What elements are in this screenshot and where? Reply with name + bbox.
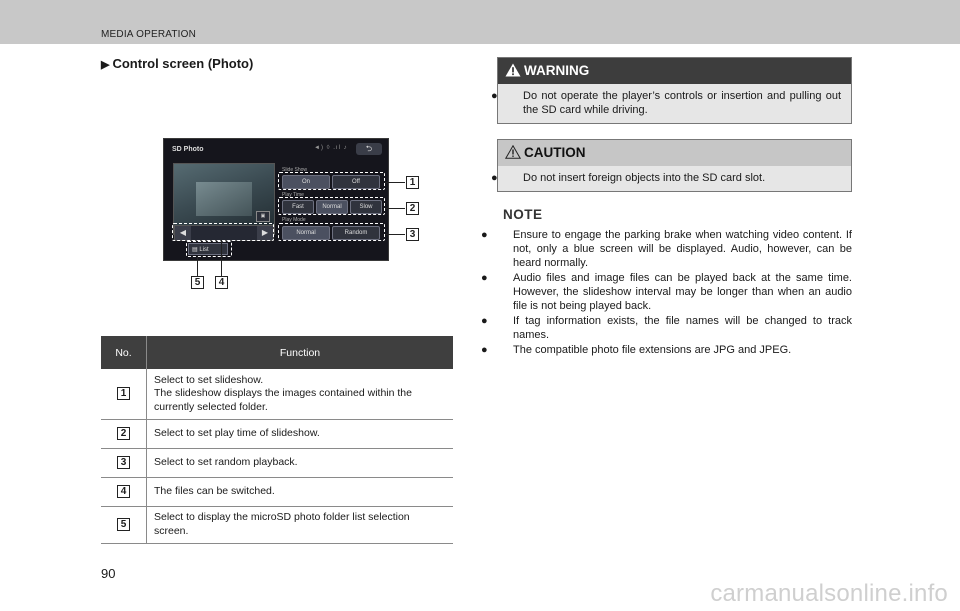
bullet-icon: ● — [491, 172, 498, 184]
column-header-function: Function — [147, 336, 454, 369]
table-row — [101, 448, 453, 477]
highlight-box-2 — [278, 197, 385, 215]
section-title-text: Control screen (Photo) — [112, 56, 254, 71]
warning-title: WARNING — [524, 63, 590, 78]
bullet-icon: ● — [481, 229, 488, 241]
caution-body — [491, 166, 851, 191]
caution-title: CAUTION — [524, 145, 586, 160]
marker-4: 4 — [215, 276, 228, 289]
list-label: List — [199, 247, 209, 253]
row-text: The slideshow displays the images contained within the — [154, 387, 412, 399]
warning-box — [491, 57, 852, 124]
highlight-box-5 — [186, 241, 232, 257]
warning-triangle-icon — [505, 63, 521, 77]
caution-triangle-icon — [505, 145, 521, 159]
column-header-no: No. — [101, 336, 147, 369]
row-number: 5 — [117, 518, 130, 531]
leader-line-5 — [197, 256, 198, 276]
watermark: carmanualsonline.info — [710, 580, 948, 607]
row-text: Select to set slideshow. — [154, 373, 264, 386]
leader-line-2 — [385, 208, 405, 209]
highlight-box-3 — [278, 223, 385, 241]
marker-1: 1 — [406, 176, 419, 189]
bullet-icon: ● — [491, 90, 498, 102]
warning-body — [491, 84, 851, 123]
page-number: 90 — [101, 566, 116, 581]
list-icon: ▤ — [192, 247, 200, 253]
note-item: ● If tag information exists, the file names will be changed to track names. — [481, 315, 852, 341]
row-number: 3 — [117, 456, 130, 469]
play-time-slow-button: Slow — [350, 200, 382, 214]
photo-image — [196, 182, 252, 216]
table-row — [101, 419, 453, 448]
row-text: Select to set random playback. — [154, 455, 298, 468]
bullet-icon: ● — [481, 272, 488, 284]
play-mode-random-button: Random — [332, 226, 380, 240]
previous-arrow-icon: ◀ — [175, 226, 191, 240]
play-time-normal-button: Normal — [316, 200, 348, 214]
caution-header — [498, 140, 851, 166]
table-row — [101, 506, 453, 543]
triangle-right-icon: ▶ — [101, 59, 110, 71]
play-mode-normal-button: Normal — [282, 226, 330, 240]
page-header — [0, 0, 960, 44]
row-number: 1 — [117, 387, 130, 400]
row-text: Select to display the microSD photo folder list selection — [154, 511, 410, 523]
note-item: ● The compatible photo file extensions are JPG and JPEG. — [481, 344, 792, 356]
bullet-icon: ● — [481, 344, 488, 356]
row-text: The files can be switched. — [154, 484, 275, 497]
row-text: Select to set play time of slideshow. — [154, 426, 320, 439]
slideshow-on-button: On — [282, 175, 330, 189]
play-mode-label: Play Mode — [282, 217, 306, 223]
table-row — [101, 477, 453, 506]
note-list — [481, 228, 852, 358]
note-item: ● Audio files and image files can be played back at the same time. However, the slideshow interval may be longer than when an audio file is not being played back. — [481, 272, 852, 312]
leader-line-4 — [221, 240, 222, 276]
function-table — [101, 336, 453, 544]
play-time-label: Play Time — [282, 192, 304, 198]
back-arrow-icon: ⮌ — [356, 143, 382, 155]
note-title: NOTE — [503, 207, 543, 222]
marker-2: 2 — [406, 202, 419, 215]
next-arrow-icon: ▶ — [257, 226, 273, 240]
folder-icon: ▣ — [256, 211, 270, 222]
caution-box — [491, 139, 852, 192]
screen-title: SD Photo — [172, 146, 204, 153]
caution-item: ● Do not insert foreign objects into the SD card slot. — [491, 172, 766, 184]
play-time-fast-button: Fast — [282, 200, 314, 214]
highlight-box-1 — [278, 172, 385, 190]
marker-5: 5 — [191, 276, 204, 289]
slideshow-off-button: Off — [332, 175, 380, 189]
highlight-box-4 — [172, 223, 274, 241]
header-title: MEDIA OPERATION — [101, 29, 197, 40]
leader-line-1 — [385, 182, 405, 183]
row-text: screen. — [154, 524, 189, 537]
marker-3: 3 — [406, 228, 419, 241]
table-header-row — [101, 336, 453, 369]
sd-photo-screen-illustration — [163, 138, 389, 261]
warning-item: ● Do not operate the player’s controls or insertion and pulling out the SD card while driving. — [491, 90, 841, 116]
note-item: ● Ensure to engage the parking brake when watching video content. If not, only a blue screen will be displayed. Audio, however, can be heard normally. — [481, 229, 852, 269]
row-number: 4 — [117, 485, 130, 498]
row-text: currently selected folder. — [154, 400, 268, 413]
leader-line-3 — [385, 234, 405, 235]
warning-header — [498, 58, 851, 84]
section-title — [101, 56, 253, 71]
table-row — [101, 369, 453, 419]
row-number: 2 — [117, 427, 130, 440]
bullet-icon: ● — [481, 315, 488, 327]
slideshow-label: Slide Show — [282, 167, 308, 173]
status-icons: ◄) ◊ .ıl ♪ — [314, 145, 348, 151]
